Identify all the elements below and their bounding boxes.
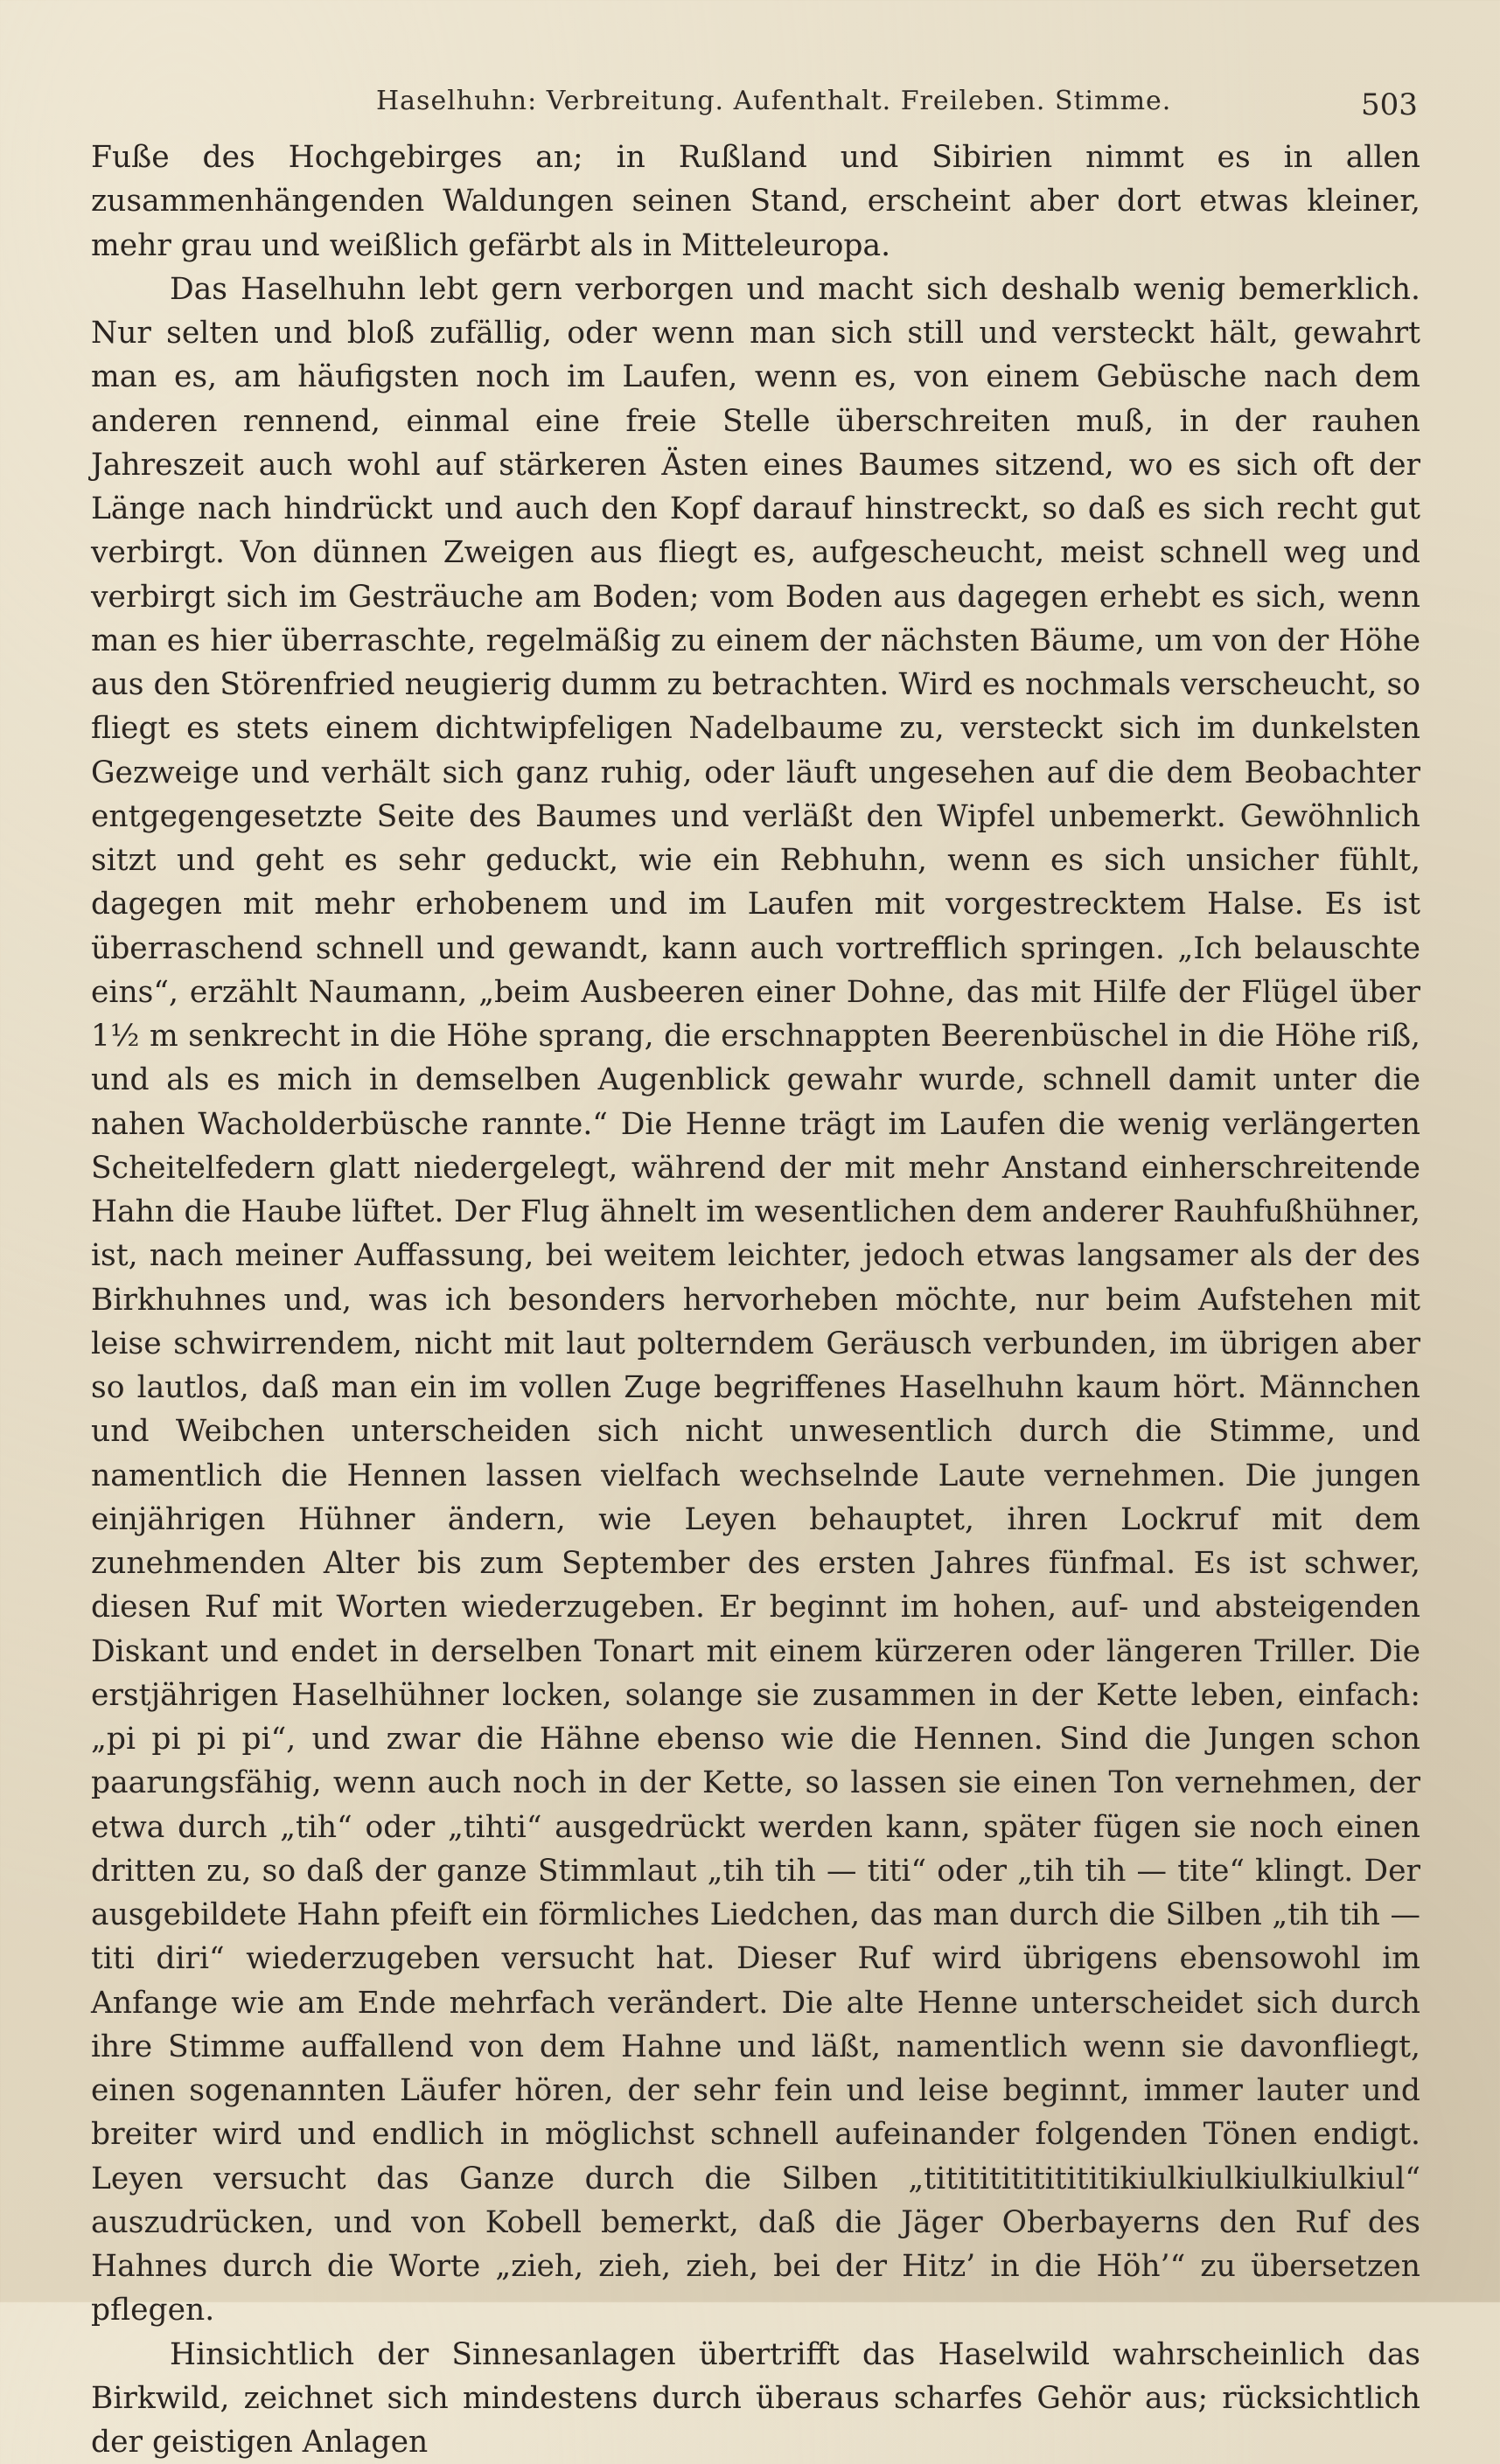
paragraph-behavior-and-voice: Das Haselhuhn lebt gern verborgen und macht sich deshalb wenig bemerklich. Nur selten und bloß zufällig, oder wenn man sich still und versteckt hält, gewahrt man es, am häufigsten noch im Laufen, wenn es, von einem Gebüsche nach dem anderen rennend, einmal eine freie Stelle überschreiten muß, in der rauhen Jahreszeit auch wohl auf stärkeren Ästen eines Baumes sitzend, wo es sich oft der Länge nach hindrückt und auch den Kopf darauf hinstreckt, so daß es sich recht gut verbirgt. Von dünnen Zweigen aus fliegt es, aufgescheucht, meist schnell weg und verbirgt sich im Gesträuche am Boden; vom Boden aus dagegen erhebt es sich, wenn man es hier überraschte, regelmäßig zu einem der nächsten Bäume, um von der Höhe aus den Störenfried neugierig dumm zu betrachten. Wird es nochmals verscheucht, so fliegt es stets einem dichtwipfeligen Nadelbaume zu, versteckt sich im dunkelsten Gezweige und verhält sich ganz ruhig, oder läuft ungesehen auf die dem Beobachter entgegengesetzte Seite des Baumes und verläßt den Wipfel unbemerkt. Gewöhnlich sitzt und geht es sehr geduckt, wie ein Rebhuhn, wenn es sich unsicher fühlt, dagegen mit mehr erhobenem und im Laufen mit vorgestrecktem Halse. Es ist überraschend schnell und gewandt, kann auch vortrefflich springen. „Ich belauschte eins“, erzählt Naumann, „beim Ausbeeren einer Dohne, das mit Hilfe der Flügel über 1½ m senkrecht in die Höhe sprang, die erschnappten Beerenbüschel in die Höhe riß, und als es mich in demselben Augenblick gewahr wurde, schnell damit unter die nahen Wacholderbüsche rannte.“ Die Henne trägt im Laufen die wenig verlängerten Scheitelfedern glatt niedergelegt, während der mit mehr Anstand einherschreitende Hahn die Haube lüftet. Der Flug ähnelt im wesentlichen dem anderer Rauhfußhühner, ist, nach meiner Auffassung, bei weitem leichter, jedoch etwas langsamer als der des Birkhuhnes und, was ich besonders hervorheben möchte, nur beim Aufstehen mit leise schwirrendem, nicht mit laut polterndem Geräusch verbunden, im übrigen aber so lautlos, daß man ein im vollen Zuge begriffenes Haselhuhn kaum hört. Männchen und Weibchen unterscheiden sich nicht unwesentlich durch die Stimme, und namentlich die Hennen lassen vielfach wechselnde Laute vernehmen. Die jungen einjährigen Hühner ändern, wie Leyen behauptet, ihren Lockruf mit dem zunehmenden Alter bis zum September des ersten Jahres fünfmal. Es ist schwer, diesen Ruf mit Worten wiederzugeben. Er beginnt im hohen, auf- und absteigenden Diskant und endet in derselben Tonart mit einem kürzeren oder längeren Triller. Die erstjährigen Haselhühner locken, solange sie zusammen in der Kette leben, einfach: „pi pi pi pi“, und zwar die Hähne ebenso wie die Hennen. Sind die Jungen schon paarungsfähig, wenn auch noch in der Kette, so lassen sie einen Ton vernehmen, der etwa durch „tih“ oder „tihti“ ausgedrückt werden kann, später fügen sie noch einen dritten zu, so daß der ganze Stimmlaut „tih tih — titi“ oder „tih tih — tite“ klingt. Der ausgebildete Hahn pfeift ein förmliches Liedchen, das man durch die Silben „tih tih — titi diri“ wiederzugeben versucht hat. Dieser Ruf wird übrigens ebensowohl im Anfange wie am Ende mehrfach verändert. Die alte Henne unterscheidet sich durch ihre Stimme auffallend von dem Hahne und läßt, namentlich wenn sie davonfliegt, einen sogenannten Läufer hören, der sehr fein und leise beginnt, immer lauter und breiter wird und endlich in möglichst schnell aufeinander folgenden Tönen endigt. Leyen versucht das Ganze durch die Silben „tititititititititikiulkiulkiulkiulkiul“ auszudrücken, und von Kobell bemerkt, daß die Jäger Oberbayerns den Ruf des Hahnes durch die Worte „zieh, zieh, zieh, bei der Hitz’ in die Höh’“ zu übersetzen pflegen. <box>91 268 1420 2333</box>
paragraph-continuation: Fuße des Hochgebirges an; in Rußland und Sibirien nimmt es in allen zusammenhängenden Waldungen seinen Stand, erscheint aber dort etwas kleiner, mehr grau und weißlich gefärbt als in Mitteleuropa. <box>91 136 1420 268</box>
body-text <box>91 136 1420 2464</box>
paragraph-senses: Hinsichtlich der Sinnesanlagen übertrifft das Haselwild wahrscheinlich das Birkwild, zeichnet sich mindestens durch überaus scharfes Gehör aus; rücksichtlich der geistigen Anlagen <box>91 2333 1420 2464</box>
running-head: Haselhuhn: Verbreitung. Aufenthalt. Freileben. Stimme. <box>376 86 1163 129</box>
page-number: 503 <box>1361 87 1418 122</box>
